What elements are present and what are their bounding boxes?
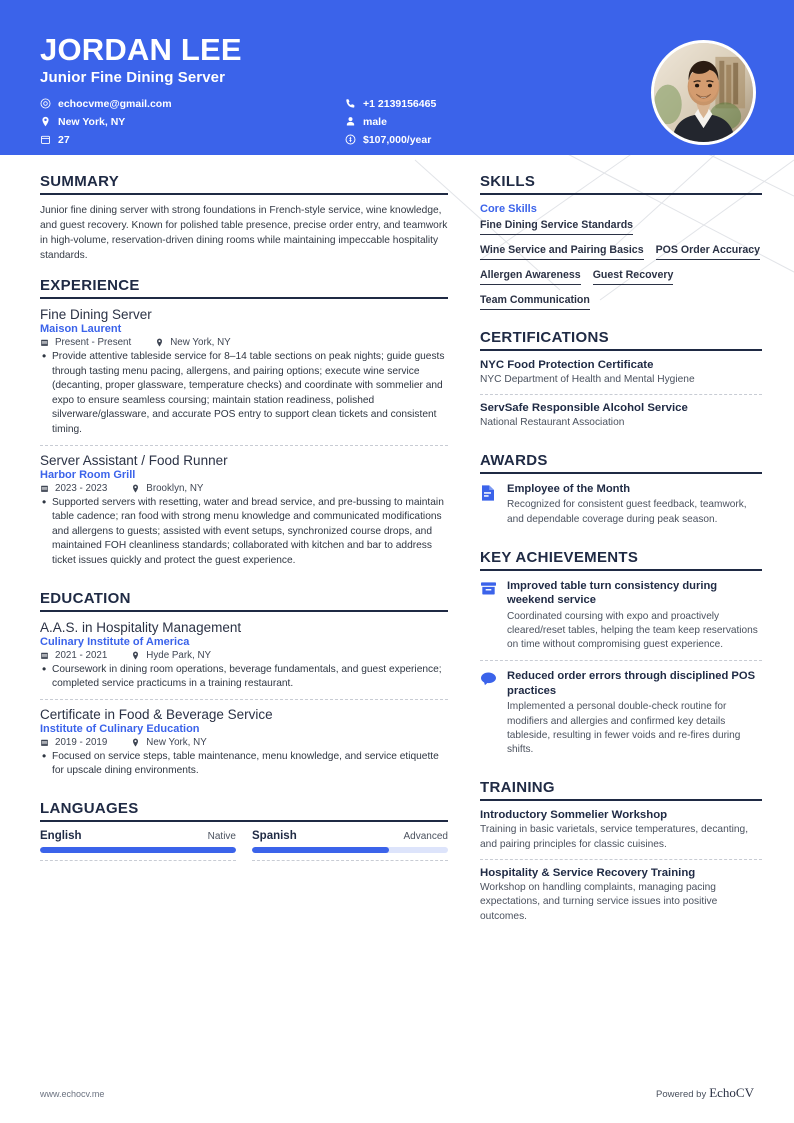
email-icon (40, 98, 51, 109)
phone-icon (345, 98, 356, 109)
location-pin-icon (131, 483, 140, 493)
profile-photo (651, 40, 756, 145)
calendar-icon (40, 737, 49, 747)
document-icon (480, 482, 498, 527)
education-degree: Certificate in Food & Beverage Service (40, 706, 273, 722)
contact-location (40, 114, 345, 130)
language-item (40, 830, 236, 867)
contact-email-value: echocvme@gmail.com (58, 97, 172, 110)
brand-name: EchoCV (709, 1085, 754, 1100)
resume-body (0, 155, 794, 937)
section-experience (40, 277, 448, 576)
location-pin-icon (131, 737, 140, 747)
award-description: Recognized for consistent guest feedback, teamwork, and dependable coverage during peak season. (507, 499, 747, 525)
language-name: English (40, 829, 82, 842)
right-column (480, 173, 762, 937)
experience-dates: Present - Present (55, 337, 132, 348)
contact-column-left (40, 96, 345, 150)
experience-entry (40, 445, 448, 576)
contact-age (40, 132, 345, 148)
skill-tag: Wine Service and Pairing Basics (480, 244, 644, 260)
section-divider (480, 569, 762, 571)
language-header (40, 830, 236, 842)
experience-location: Brooklyn, NY (146, 482, 204, 494)
person-icon (345, 116, 356, 127)
education-location: Hyde Park, NY (146, 649, 212, 661)
experience-location: New York, NY (170, 337, 231, 348)
training-item (480, 809, 762, 859)
contact-info (40, 96, 754, 150)
skills-tag-list (480, 219, 762, 315)
language-name: Spanish (252, 829, 297, 842)
education-bullets (40, 663, 448, 692)
archive-box-icon (480, 579, 498, 653)
education-institution: Culinary Institute of America (40, 635, 190, 648)
section-divider (480, 193, 762, 195)
candidate-job-title: Junior Fine Dining Server (40, 68, 226, 86)
training-description: Workshop on handling complaints, managing pacing expectations, and turning service issues into positive outcomes. (480, 881, 718, 922)
section-divider (40, 820, 448, 822)
training-item (480, 859, 762, 931)
key-achievement-title: Reduced order errors through disciplined POS practices (507, 670, 756, 697)
education-institution: Institute of Culinary Education (40, 722, 200, 735)
experience-meta (40, 483, 448, 494)
education-dates: 2019 - 2019 (55, 736, 108, 748)
training-heading: TRAINING (480, 779, 555, 797)
awards-heading: AWARDS (480, 451, 548, 469)
section-divider (40, 193, 448, 195)
certification-title: ServSafe Responsible Alcohol Service (480, 402, 688, 415)
education-location: New York, NY (146, 736, 207, 748)
summary-heading: SUMMARY (40, 173, 120, 190)
key-achievements-heading: KEY ACHIEVEMENTS (480, 548, 639, 566)
education-meta (40, 650, 448, 661)
language-progress-track (40, 847, 236, 853)
key-achievement-description: Coordinated coursing with expo and proactively cleared/reset tables, helping the team keep reservations on time without compromising guest experience. (507, 610, 758, 651)
contact-location-value: New York, NY (58, 115, 126, 128)
experience-heading: EXPERIENCE (40, 277, 140, 294)
language-header (252, 830, 448, 842)
language-progress-fill (252, 847, 389, 853)
language-progress-track (252, 847, 448, 853)
languages-list (40, 830, 448, 867)
calendar-icon (40, 338, 49, 348)
education-heading: EDUCATION (40, 589, 131, 607)
certification-item (480, 394, 762, 437)
footer-powered-by (656, 1085, 754, 1101)
dashed-divider (40, 860, 236, 861)
training-title: Hospitality & Service Recovery Training (480, 866, 696, 879)
skills-group-label: Core Skills (480, 203, 537, 215)
contact-gender (345, 114, 645, 130)
key-achievement-description: Implemented a personal double-check routine for modifiers and allergies and confirmed key details tableside, resulting in fewer voids and re-fires during shifts. (507, 701, 741, 755)
contact-email[interactable] (40, 96, 345, 112)
section-divider (40, 297, 448, 299)
education-dates: 2021 - 2021 (55, 649, 108, 661)
section-training (480, 779, 762, 931)
certification-issuer: NYC Department of Health and Mental Hygiene (480, 374, 695, 385)
dashed-divider (252, 860, 448, 861)
award-title: Employee of the Month (507, 482, 631, 495)
language-level: Native (207, 830, 236, 842)
bullet-item: • Provide attentive tableside service for 8–14 table sections on peak nights; guide guests through tasting menu pacing, allergens, and pairing options; execute wine service (decanting, proper glassware, temperature checks) and coordinate with sommelier and expo to ensure seamless coursing; maintain station readiness, polished silverware/glassware, and accurate POS entry to support clean tickets and consistent timing. (40, 350, 448, 438)
powered-by-label: Powered by (656, 1089, 707, 1100)
section-certifications (480, 329, 762, 438)
section-skills (480, 173, 762, 315)
contact-salary-value: $107,000/year (363, 133, 432, 146)
section-divider (480, 472, 762, 474)
contact-phone[interactable] (345, 96, 645, 112)
key-achievement-item (480, 579, 762, 661)
certification-item (480, 359, 762, 394)
language-progress-fill (40, 847, 236, 853)
certifications-heading: CERTIFICATIONS (480, 329, 609, 346)
calendar-icon (40, 650, 49, 660)
location-pin-icon (40, 116, 51, 127)
bullet-item: • Coursework in dining room operations, beverage fundamentals, and guest experience; completed service practicums in a training restaurant. (40, 663, 448, 692)
resume-header (0, 0, 794, 155)
page-footer (0, 1085, 794, 1101)
bullet-item: • Supported servers with resetting, water and bread service, and pre-bussing to maintain table cadence; ran food with strong menu knowledge and communicated modifications and allergens to guests; assisted with event setups, synchronized course drops, and maintained FOH cleanliness standards; collaborated with kitchen and bar to address ticket issues quickly and protect the guest experience. (40, 496, 448, 569)
key-achievement-body (507, 579, 762, 653)
section-awards (480, 452, 762, 535)
key-achievement-item (480, 660, 762, 765)
language-level: Advanced (403, 830, 448, 842)
section-divider (40, 610, 448, 612)
certification-title: NYC Food Protection Certificate (480, 359, 654, 371)
section-key-achievements (480, 549, 762, 765)
award-item (480, 482, 762, 535)
contact-phone-value: +1 2139156465 (363, 97, 437, 110)
skill-tag: Team Communication (480, 294, 590, 310)
bullet-item: • Focused on service steps, table maintenance, menu knowledge, and service etiquette for upscale dining environments. (40, 750, 448, 779)
skill-tag: Allergen Awareness (480, 269, 581, 285)
experience-meta (40, 337, 448, 348)
experience-bullets (40, 496, 448, 569)
education-meta (40, 737, 448, 748)
certification-issuer: National Restaurant Association (480, 417, 625, 429)
training-title: Introductory Sommelier Workshop (480, 809, 668, 822)
skill-tag: Fine Dining Service Standards (480, 219, 633, 235)
contact-age-value: 27 (58, 133, 70, 146)
contact-salary (345, 132, 645, 148)
education-entry (40, 699, 448, 786)
experience-bullets (40, 350, 448, 438)
languages-heading: LANGUAGES (40, 799, 139, 817)
education-degree: A.A.S. in Hospitality Management (40, 619, 242, 635)
contact-column-right (345, 96, 645, 150)
experience-organization: Harbor Room Grill (40, 468, 136, 481)
experience-organization: Maison Laurent (40, 323, 122, 335)
speech-bubble-icon (480, 669, 498, 757)
salary-icon (345, 134, 356, 145)
footer-website[interactable]: www.echocv.me (40, 1089, 105, 1099)
contact-gender-value: male (363, 115, 387, 128)
candidate-name: JORDAN LEE (40, 32, 242, 67)
key-achievement-body (507, 669, 762, 757)
left-column (40, 173, 448, 937)
key-achievement-title: Improved table turn consistency during weekend service (507, 579, 718, 607)
education-bullets (40, 750, 448, 779)
calendar-icon (40, 483, 49, 493)
training-description: Training in basic varietals, service temperatures, decanting, and pairing principles for classic cuisines. (480, 824, 749, 850)
section-languages (40, 800, 448, 867)
experience-entry (40, 307, 448, 445)
location-pin-icon (131, 650, 140, 660)
skills-heading: SKILLS (480, 173, 536, 190)
location-pin-icon (155, 338, 164, 348)
section-summary (40, 173, 448, 263)
summary-text: Junior fine dining server with strong foundations in French-style service, wine knowledge, and guest recovery. Known for polished table presence, precise order entry, and teamwork in high-volume, reservation-driven dining rooms while maintaining impeccable hospitality standards. (40, 205, 448, 261)
skill-tag: Guest Recovery (593, 269, 674, 285)
section-divider (480, 349, 762, 351)
experience-dates: 2023 - 2023 (55, 482, 108, 494)
experience-role: Fine Dining Server (40, 307, 152, 322)
education-entry (40, 620, 448, 699)
award-body (507, 482, 762, 527)
section-divider (480, 799, 762, 801)
skill-tag: POS Order Accuracy (656, 244, 760, 260)
experience-role: Server Assistant / Food Runner (40, 452, 228, 468)
calendar-icon (40, 134, 51, 145)
language-item (252, 830, 448, 867)
section-education (40, 590, 448, 786)
